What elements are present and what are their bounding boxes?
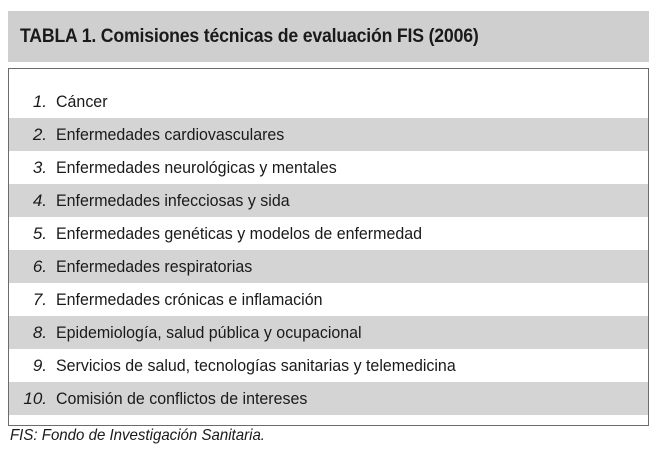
row-label: Comisión de conflictos de intereses — [56, 388, 308, 408]
table-row — [9, 217, 648, 250]
table-row — [9, 283, 648, 316]
row-number: 6. — [32, 256, 47, 276]
row-number: 2. — [32, 124, 47, 144]
commissions-table — [8, 11, 649, 426]
row-number: 10. — [23, 388, 47, 408]
row-label: Enfermedades genéticas y modelos de enfermedad — [56, 223, 422, 243]
row-number: 8. — [32, 322, 47, 342]
row-label: Epidemiología, salud pública y ocupacional — [56, 322, 362, 342]
row-number: 1. — [32, 91, 47, 111]
row-label: Cáncer — [56, 91, 108, 111]
table-row — [9, 349, 648, 382]
table-row — [9, 85, 648, 118]
table-body — [8, 68, 649, 426]
table-row — [9, 151, 648, 184]
table-row — [9, 250, 648, 283]
row-label: Enfermedades infecciosas y sida — [56, 190, 290, 210]
row-number: 5. — [32, 223, 47, 243]
row-label: Servicios de salud, tecnologías sanitarias y telemedicina — [56, 355, 456, 375]
table-row — [9, 184, 648, 217]
row-number: 7. — [32, 289, 47, 309]
row-label: Enfermedades respiratorias — [56, 256, 253, 276]
table-footnote: FIS: Fondo de Investigación Sanitaria. — [10, 427, 265, 444]
table-header — [8, 11, 649, 62]
table-row — [9, 118, 648, 151]
row-label: Enfermedades crónicas e inflamación — [56, 289, 323, 309]
row-number: 9. — [32, 355, 47, 375]
row-label: Enfermedades cardiovasculares — [56, 124, 285, 144]
row-number: 3. — [32, 157, 47, 177]
table-row — [9, 382, 648, 415]
table-title: TABLA 1. Comisiones técnicas de evaluación FIS (2006) — [20, 25, 479, 47]
row-number: 4. — [32, 190, 47, 210]
row-label: Enfermedades neurológicas y mentales — [56, 157, 337, 177]
table-row — [9, 316, 648, 349]
